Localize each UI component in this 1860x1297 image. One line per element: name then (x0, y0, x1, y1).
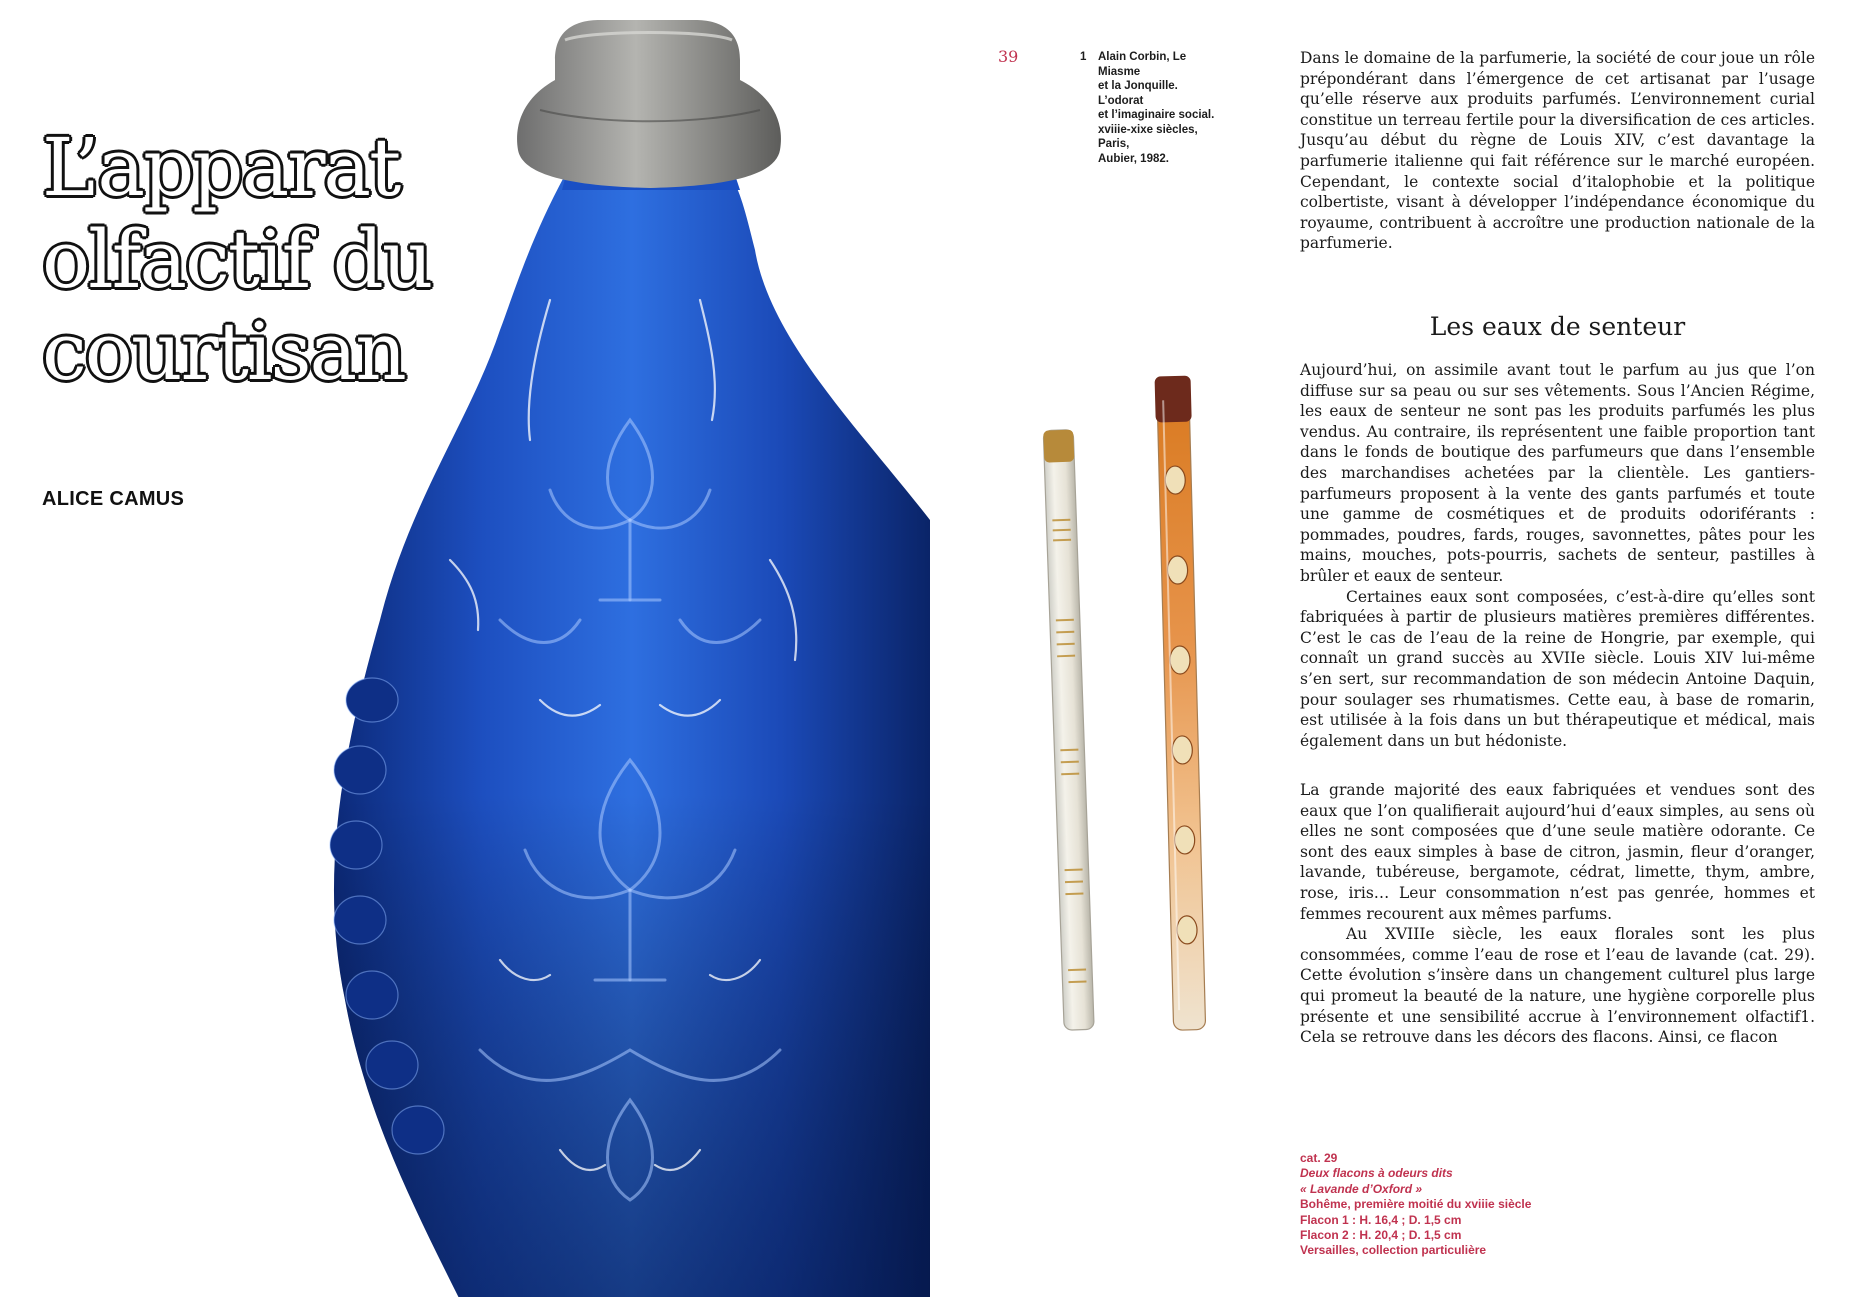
caption-cat: cat. 29 (1300, 1151, 1338, 1165)
image-caption (1300, 1151, 1620, 1259)
article-title (42, 122, 431, 398)
footnote-line: et la Jonquille. L’odorat (1098, 80, 1178, 107)
text-column-body (1300, 360, 1815, 751)
section-heading: Les eaux de senteur (1429, 312, 1686, 341)
caption-origin: Bohême, première moitié du xviiie siècle (1300, 1197, 1532, 1212)
paragraph: Aujourd’hui, on assimile avant tout le parfum au jus que l’on diffuse sur sa peau ou sur ses vêtements. Sous l’Ancien Régime, les eaux de senteur ne sont pas les produits parfumés les plus vendus. Au contraire, ils représentent une faible proportion tant dans le fonds de boutique des parfumeurs que dans l’ensemble des marchandises achetées par la clientèle. Les gantiers-parfumeurs proposent à la vente des gants parfumés et toute une gamme de cosmétiques et de produits odoriférants : pommades, poudres, fards, rouges, savonnettes, pâtes pour les mains, mouches, pots-pourris, sachets de senteur, pastilles à brûler et eaux de senteur. (1300, 361, 1815, 585)
perfume-vials-image (1025, 370, 1225, 1050)
footnote-line: et l’imaginaire social. (1098, 109, 1215, 121)
footnote-line: Aubier, 1982. (1098, 152, 1169, 165)
footnote-number: 1 (1080, 51, 1087, 63)
author-name: ALICE CAMUS (42, 488, 185, 510)
caption-dimensions: Flacon 1 : H. 16,4 ; D. 1,5 cm (1300, 1212, 1462, 1227)
paragraph: Dans le domaine de la parfumerie, la société de cour joue un rôle prépondérant dans l’émergence de cet artisanat par l’usage qu’elle réserve aux produits parfumés. L’environnement curial constitue un terreau fertile pour la diversification de ces articles. Jusqu’au début du règne de Louis XIV, c’est davantage la parfumerie italienne qui fait référence sur le marché européen. Cependant, le contexte social d’italophobie et la politique colbertiste, visant à développer l’indépendance économique du royaume, contribuent à accroître une production nationale de la parfumerie. (1300, 49, 1815, 253)
title-line: courtisan (42, 305, 405, 398)
paragraph: Au XVIIIe siècle, les eaux florales sont les plus consommées, comme l’eau de rose et l’eau de lavande (cat. 29). Cette évolution s’insère dans un changement culturel plus large qui promeut la beauté de la nature, une hygiène corporelle plus présente et une sensibilité accrue à l’environnement olfactif1. Cela se retrouve dans les décors des flacons. Ainsi, ce flacon (1300, 925, 1815, 1047)
footnote-line: Alain Corbin, Le Miasme (1098, 51, 1187, 78)
caption-collection: Versailles, collection particulière (1300, 1243, 1487, 1258)
footnote (1080, 50, 1218, 166)
page-number: 39 (998, 47, 1019, 66)
title-line: L’apparat (42, 121, 400, 214)
caption-title: Deux flacons à odeurs dits (1300, 1166, 1453, 1181)
paragraph: La grande majorité des eaux fabriquées et vendues sont des eaux que l’on qualifierait aujourd’hui d’eaux simples, au sens où elles ne sont composées que d’une seule matière odorante. Ce sont des eaux simples à base de citron, jasmin, fleur d’oranger, lavande, tubéreuse, bergamote, cédrat, limette, thym, ambre, rose, iris… Leur consommation n’est pas genrée, hommes et femmes recourent aux mêmes parfums. (1300, 781, 1815, 923)
paragraph: Certaines eaux sont composées, c’est-à-dire qu’elles sont fabriquées à partir de plusieurs matières premières différentes. C’est le cas de l’eau de la reine de Hongrie, par exemple, qui connaît un grand succès au XVIIe siècle. Louis XIV lui-même s’en sert, sur recommandation de son médecin Antoine Daquin, pour soulager ses rhumatismes. Cette eau, à base de romarin, est utilisée à la fois dans un but thérapeutique et médical, mais également dans un but hédoniste. (1300, 587, 1815, 750)
title-line: olfactif du (42, 213, 432, 306)
caption-dimensions: Flacon 2 : H. 20,4 ; D. 1,5 cm (1300, 1228, 1462, 1243)
right-page (930, 0, 1860, 1297)
footnote-line: xviiie-xixe siècles, Paris, (1098, 123, 1198, 150)
caption-title: « Lavande d’Oxford » (1300, 1181, 1423, 1196)
text-column-intro (1300, 48, 1815, 254)
text-column-continued (1300, 780, 1815, 1048)
